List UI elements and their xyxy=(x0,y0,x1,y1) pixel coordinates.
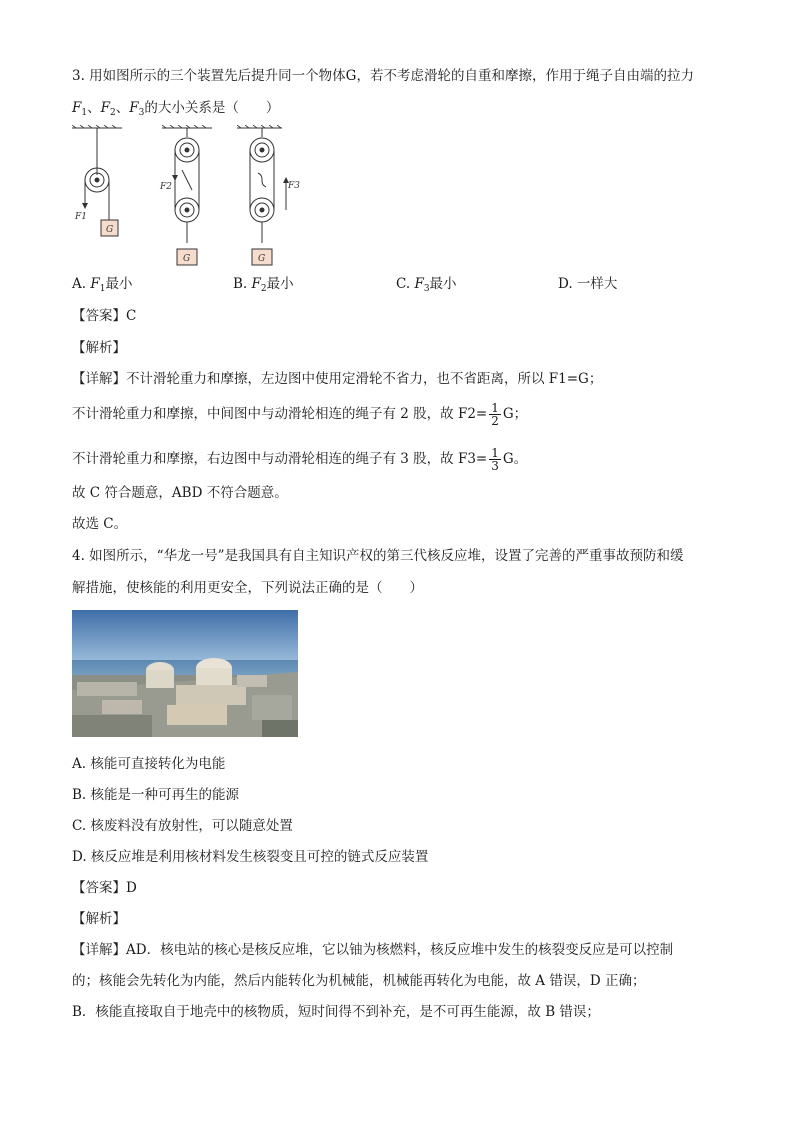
fraction-one-half: $\frac{1}{2}$ xyxy=(491,401,499,428)
q4-answer: 【答案】D xyxy=(72,880,137,896)
q3-option-d: D. 一样大 xyxy=(558,276,618,292)
q3-detail-1: 【详解】不计滑轮重力和摩擦，左边图中使用定滑轮不省力，也不省距离，所以 F1=G； xyxy=(72,371,603,387)
force-label-f3: F3 xyxy=(288,181,300,191)
q4-stem-line2: 解措施，使核能的利用更安全，下列说法正确的是（ ） xyxy=(72,580,423,596)
q3-detail-2: 不计滑轮重力和摩擦，中间图中与动滑轮相连的绳子有 2 股，故 F2= $\frac{1}{2}$ G； xyxy=(72,401,528,428)
force-label-f1: F1 xyxy=(75,212,87,222)
q3-answer: 【答案】C xyxy=(72,308,137,324)
nuclear-plant-photo xyxy=(72,610,298,737)
q3-option-b: B. $F_2$最小 xyxy=(233,276,294,294)
pulley-diagram xyxy=(72,125,312,270)
q4-option-c: C. 核废料没有放射性，可以随意处置 xyxy=(72,818,293,834)
q4-option-a: A. 核能可直接转化为电能 xyxy=(72,756,226,772)
q4-stem-line1: 4. 如图所示，“华龙一号”是我国具有自主知识产权的第三代核反应堆，设置了完善的严重事故预防和缓 xyxy=(72,548,684,564)
weight-label-1: G xyxy=(106,225,114,235)
q4-detail-1: 【详解】AD．核电站的核心是核反应堆，它以铀为核燃料，核反应堆中发生的核裂变反应是可以控制 xyxy=(72,942,674,958)
q4-detail-2: 的；核能会先转化为内能，然后内能转化为机械能，机械能再转化为电能，故 A 错误，D 正确； xyxy=(72,973,646,989)
q3-option-a: A. $F_1$最小 xyxy=(72,276,133,294)
q4-option-d: D. 核反应堆是利用核材料发生核裂变且可控的链式反应装置 xyxy=(72,849,429,865)
weight-label-3: G xyxy=(258,254,266,264)
fraction-one-third: $\frac{1}{3}$ xyxy=(491,446,499,473)
q3-conclusion-1: 故 C 符合题意，ABD 不符合题意。 xyxy=(72,485,288,501)
weight-label-2: G xyxy=(183,254,191,264)
q4-option-b: B. 核能是一种可再生的能源 xyxy=(72,787,240,803)
q3-option-c: C. $F_3$最小 xyxy=(396,276,457,294)
q3-detail-3: 不计滑轮重力和摩擦，右边图中与动滑轮相连的绳子有 3 股，故 F3= $\frac{1}{3}$ G。 xyxy=(72,446,528,473)
q3-stem-line1: 3. 用如图所示的三个装置先后提升同一个物体G，若不考虑滑轮的自重和摩擦，作用于绳子自由端的拉力 xyxy=(72,68,694,84)
q4-detail-3: B．核能直接取自于地壳中的核物质，短时间得不到补充，是不可再生能源，故 B 错误； xyxy=(72,1004,600,1020)
q3-conclusion-2: 故选 C。 xyxy=(72,516,128,532)
q4-analysis-label: 【解析】 xyxy=(72,911,126,927)
force-label-f2: F2 xyxy=(160,182,172,192)
q3-analysis-label: 【解析】 xyxy=(72,340,126,356)
q3-stem-line2: $F_1$、$F_2$、$F_3$的大小关系是（ ） xyxy=(72,100,280,118)
